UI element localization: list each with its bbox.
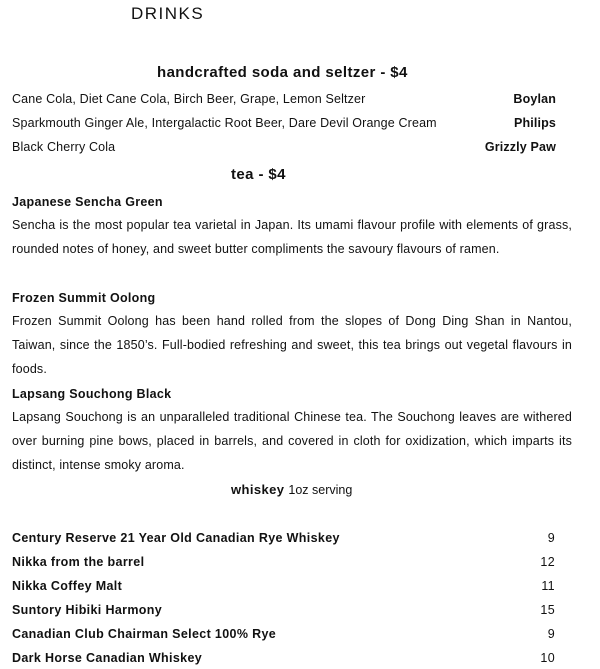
whiskey-serving-note: 1oz serving <box>288 483 353 497</box>
soda-row <box>12 140 556 154</box>
whiskey-title: whiskey <box>231 482 285 497</box>
whiskey-price: 10 <box>540 651 555 665</box>
soda-brand: Boylan <box>513 92 556 106</box>
soda-items: Cane Cola, Diet Cane Cola, Birch Beer, Grape, Lemon Seltzer <box>12 92 366 106</box>
whiskey-price: 15 <box>540 603 555 617</box>
tea-description: Lapsang Souchong is an unparalleled traditional Chinese tea. The Souchong leaves are withered over burning pine bows, placed in barrels, and covered in cloth for oxidization, which imparts its distinct, intense smoky aroma. <box>12 410 572 472</box>
soda-row <box>12 116 556 130</box>
whiskey-name: Suntory Hibiki Harmony <box>12 603 163 617</box>
soda-heading: handcrafted soda and seltzer - $4 <box>157 64 408 81</box>
soda-brand: Grizzly Paw <box>484 140 556 154</box>
whiskey-row <box>12 651 555 665</box>
menu-title: DRINKS <box>131 4 205 23</box>
whiskey-name: Dark Horse Canadian Whiskey <box>12 651 203 665</box>
tea-heading: tea - $4 <box>231 166 286 183</box>
tea-description: Frozen Summit Oolong has been hand rolled from the slopes of Dong Ding Shan in Nantou, Taiwan, since the 1850’s. Full-bodied refreshing and sweet, this tea brings out vegetal flavours in foods. <box>12 314 572 376</box>
whiskey-row <box>12 603 555 617</box>
tea-name: Lapsang Souchong Black <box>12 387 172 401</box>
whiskey-row <box>12 531 555 545</box>
tea-description: Sencha is the most popular tea varietal in Japan. Its umami flavour profile with elements of grass, rounded notes of honey, and sweet butter compliments the savoury flavours of ramen. <box>12 218 572 256</box>
soda-items: Black Cherry Cola <box>12 140 116 154</box>
soda-brand: Philips <box>513 116 556 130</box>
tea-name: Frozen Summit Oolong <box>12 291 156 305</box>
whiskey-price: 9 <box>547 531 555 545</box>
tea-name: Japanese Sencha Green <box>12 195 163 209</box>
whiskey-name: Canadian Club Chairman Select 100% Rye <box>12 627 277 641</box>
soda-row <box>12 92 556 106</box>
whiskey-heading <box>231 482 352 497</box>
whiskey-row <box>12 579 555 593</box>
whiskey-name: Nikka Coffey Malt <box>12 579 123 593</box>
whiskey-name: Century Reserve 21 Year Old Canadian Rye Whiskey <box>12 531 340 545</box>
whiskey-row <box>12 555 555 569</box>
whiskey-price: 12 <box>540 555 555 569</box>
soda-items: Sparkmouth Ginger Ale, Intergalactic Root Beer, Dare Devil Orange Cream <box>12 116 437 130</box>
whiskey-name: Nikka from the barrel <box>12 555 145 569</box>
whiskey-price: 9 <box>547 627 555 641</box>
whiskey-row <box>12 627 555 641</box>
whiskey-price: 11 <box>541 579 555 593</box>
